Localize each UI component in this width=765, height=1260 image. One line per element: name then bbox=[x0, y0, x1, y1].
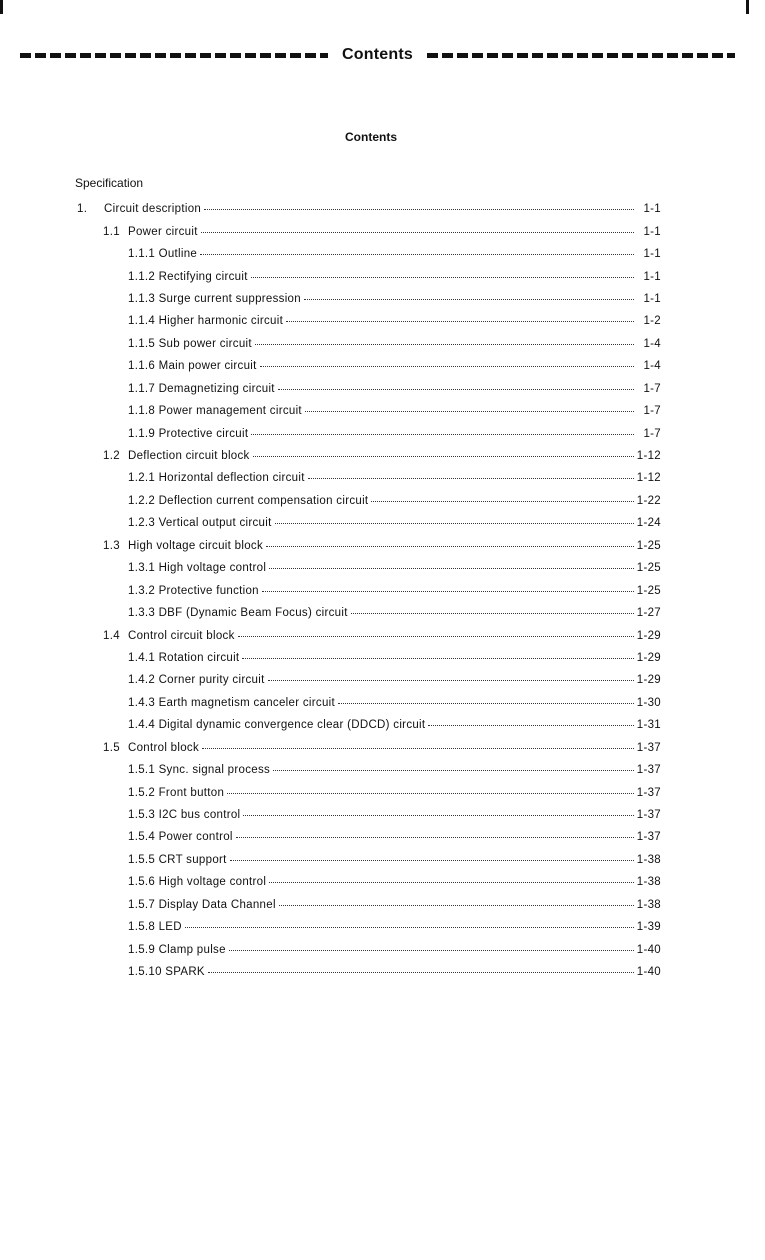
toc-entry bbox=[0, 310, 765, 332]
header-rule-left bbox=[20, 53, 328, 58]
toc-dot-leader bbox=[251, 426, 634, 435]
toc-entry-line bbox=[128, 944, 637, 956]
toc-entry-label: 1.3.3 DBF (Dynamic Beam Focus) circuit bbox=[128, 607, 348, 620]
toc-entry bbox=[0, 220, 765, 242]
toc-entry-line bbox=[128, 764, 637, 776]
toc-entry bbox=[0, 781, 765, 803]
toc-entry-page: 1-30 bbox=[636, 696, 661, 709]
toc-entry-page: 1-38 bbox=[636, 876, 661, 889]
toc-entry-line bbox=[128, 428, 637, 440]
toc-entry-line bbox=[128, 315, 637, 327]
toc-entry-label: 1.1.8 Power management circuit bbox=[128, 405, 302, 418]
toc-entry-line bbox=[128, 809, 637, 821]
toc-entry-page: 1-1 bbox=[643, 270, 661, 283]
toc-entry-label: 1.1.9 Protective circuit bbox=[128, 427, 249, 440]
toc-entry-page: 1-37 bbox=[636, 831, 661, 844]
toc-entry-page: 1-40 bbox=[636, 966, 661, 979]
toc-dot-leader bbox=[236, 829, 634, 838]
toc-entry-line bbox=[128, 338, 637, 350]
toc-dot-leader bbox=[201, 224, 634, 233]
toc-entry-line bbox=[128, 854, 637, 866]
toc-entry-page: 1-25 bbox=[636, 539, 661, 552]
toc-entry bbox=[0, 692, 765, 714]
running-header bbox=[20, 44, 735, 66]
toc-dot-leader bbox=[338, 695, 634, 704]
toc-entry-label: 1.1.6 Main power circuit bbox=[128, 360, 257, 373]
toc-entry-line bbox=[128, 360, 637, 372]
toc-entry-page: 1-38 bbox=[636, 898, 661, 911]
running-header-title: Contents bbox=[342, 46, 413, 63]
toc-dot-leader bbox=[371, 493, 634, 502]
toc-entry bbox=[0, 804, 765, 826]
toc-entry-page: 1-29 bbox=[636, 629, 661, 642]
toc-dot-leader bbox=[208, 964, 634, 973]
toc-entry-line bbox=[128, 226, 637, 238]
toc-entry-label: 1.1.5 Sub power circuit bbox=[128, 337, 252, 350]
toc-entry-label: 1.5.8 LED bbox=[128, 921, 182, 934]
toc-entry-line bbox=[128, 495, 637, 507]
toc-entry-label: 1.4.3 Earth magnetism canceler circuit bbox=[128, 696, 335, 709]
toc-entry-line bbox=[128, 293, 637, 305]
toc-dot-leader bbox=[242, 650, 634, 659]
toc-entry-line bbox=[128, 742, 637, 754]
toc-entry-label: Control block bbox=[128, 741, 200, 754]
toc-entry-line bbox=[128, 472, 637, 484]
toc-dot-leader bbox=[278, 381, 634, 390]
toc-entry-line bbox=[128, 585, 637, 597]
toc-entry bbox=[0, 378, 765, 400]
toc-entry-label: 1.5.4 Power control bbox=[128, 831, 233, 844]
header-rule-right bbox=[427, 53, 735, 58]
toc-entry-line bbox=[128, 405, 637, 417]
toc-entry-label: 1.5.9 Clamp pulse bbox=[128, 943, 226, 956]
toc-entry-label: 1.5.6 High voltage control bbox=[128, 876, 267, 889]
toc-entry bbox=[0, 961, 765, 983]
toc-dot-leader bbox=[269, 874, 634, 883]
toc-entry-line bbox=[128, 383, 637, 395]
specification-heading: Specification bbox=[75, 176, 144, 190]
toc-entry-label: 1.5.1 Sync. signal process bbox=[128, 764, 271, 777]
toc-entry bbox=[0, 467, 765, 489]
toc-entry-label: 1.5.5 CRT support bbox=[128, 853, 227, 866]
toc-entry-page: 1-24 bbox=[636, 517, 661, 530]
toc-entry bbox=[0, 669, 765, 691]
toc-entry-line bbox=[128, 899, 637, 911]
toc-entry-line bbox=[128, 248, 637, 260]
toc-entry bbox=[0, 647, 765, 669]
toc-dot-leader bbox=[251, 269, 634, 278]
toc-entry bbox=[0, 422, 765, 444]
toc-entry-label: 1.2.3 Vertical output circuit bbox=[128, 517, 272, 530]
toc-entry-page: 1-37 bbox=[636, 809, 661, 822]
toc-dot-leader bbox=[202, 740, 634, 749]
toc-entry-label: 1.1.4 Higher harmonic circuit bbox=[128, 315, 284, 328]
page-title: Contents bbox=[345, 130, 397, 144]
toc-dot-leader bbox=[305, 403, 634, 412]
toc-entry-line bbox=[128, 697, 637, 709]
toc-entry-label: 1.1.3 Surge current suppression bbox=[128, 292, 301, 305]
crop-mark-right bbox=[746, 0, 749, 14]
toc-dot-leader bbox=[286, 313, 634, 322]
toc-entry-label: 1.4.4 Digital dynamic convergence clear (DDCD) circuit bbox=[128, 719, 426, 732]
toc-entry-page: 1-37 bbox=[636, 741, 661, 754]
toc-dot-leader bbox=[227, 785, 634, 794]
toc-entry-number: 1.5 bbox=[103, 741, 120, 754]
toc-entry-line bbox=[128, 787, 637, 799]
toc-dot-leader bbox=[238, 628, 634, 637]
toc-entry bbox=[0, 355, 765, 377]
toc-entry bbox=[0, 512, 765, 534]
toc-entry-label: 1.4.1 Rotation circuit bbox=[128, 651, 240, 664]
toc-entry-line bbox=[128, 921, 637, 933]
toc-entry bbox=[0, 557, 765, 579]
toc-entry bbox=[0, 849, 765, 871]
toc-entry-page: 1-37 bbox=[636, 764, 661, 777]
toc-dot-leader bbox=[269, 560, 634, 569]
toc-entry bbox=[0, 198, 765, 220]
toc-entry-label: Control circuit block bbox=[128, 629, 235, 642]
toc-entry-line bbox=[128, 966, 637, 978]
toc-entry-line bbox=[128, 271, 637, 283]
toc-entry-label: 1.4.2 Corner purity circuit bbox=[128, 674, 265, 687]
table-of-contents bbox=[0, 198, 765, 983]
toc-entry-page: 1-39 bbox=[636, 921, 661, 934]
toc-entry-label: 1.2.1 Horizontal deflection circuit bbox=[128, 472, 305, 485]
toc-dot-leader bbox=[200, 246, 634, 255]
toc-entry-page: 1-31 bbox=[636, 719, 661, 732]
toc-entry bbox=[0, 265, 765, 287]
toc-entry-page: 1-29 bbox=[636, 674, 661, 687]
toc-entry bbox=[0, 759, 765, 781]
toc-entry-label: Circuit description bbox=[104, 203, 202, 216]
toc-entry-label: Deflection circuit block bbox=[128, 450, 250, 463]
toc-entry-page: 1-29 bbox=[636, 651, 661, 664]
toc-entry-page: 1-4 bbox=[643, 360, 661, 373]
toc-entry bbox=[0, 602, 765, 624]
toc-dot-leader bbox=[255, 336, 634, 345]
toc-entry bbox=[0, 938, 765, 960]
toc-entry-number: 1.3 bbox=[103, 539, 120, 552]
toc-entry bbox=[0, 624, 765, 646]
toc-entry-label: 1.1.2 Rectifying circuit bbox=[128, 270, 248, 283]
toc-entry-page: 1-40 bbox=[636, 943, 661, 956]
toc-entry bbox=[0, 871, 765, 893]
toc-entry-number: 1.4 bbox=[103, 629, 120, 642]
toc-entry-page: 1-1 bbox=[643, 292, 661, 305]
toc-entry-page: 1-1 bbox=[643, 225, 661, 238]
toc-dot-leader bbox=[275, 515, 634, 524]
toc-dot-leader bbox=[229, 942, 634, 951]
toc-entry-page: 1-12 bbox=[636, 472, 661, 485]
toc-entry-label: 1.5.7 Display Data Channel bbox=[128, 898, 276, 911]
toc-entry bbox=[0, 579, 765, 601]
toc-entry-label: 1.1.7 Demagnetizing circuit bbox=[128, 382, 275, 395]
toc-dot-leader bbox=[204, 201, 634, 210]
toc-entry-line bbox=[128, 831, 637, 843]
toc-entry-label: 1.3.1 High voltage control bbox=[128, 562, 267, 575]
toc-entry-page: 1-25 bbox=[636, 584, 661, 597]
toc-entry-label: 1.5.3 I2C bus control bbox=[128, 809, 241, 822]
toc-entry-line bbox=[128, 562, 637, 574]
toc-dot-leader bbox=[253, 448, 634, 457]
toc-dot-leader bbox=[351, 605, 634, 614]
toc-entry-label: 1.3.2 Protective function bbox=[128, 584, 259, 597]
toc-entry-label: High voltage circuit block bbox=[128, 539, 263, 552]
toc-entry bbox=[0, 826, 765, 848]
toc-entry bbox=[0, 894, 765, 916]
toc-entry bbox=[0, 737, 765, 759]
toc-entry-line bbox=[128, 719, 637, 731]
toc-entry-page: 1-25 bbox=[636, 562, 661, 575]
toc-dot-leader bbox=[266, 538, 634, 547]
toc-dot-leader bbox=[268, 672, 634, 681]
toc-entry-label: 1.1.1 Outline bbox=[128, 248, 198, 261]
toc-entry-page: 1-38 bbox=[636, 853, 661, 866]
toc-entry-number: 1.2 bbox=[103, 450, 120, 463]
toc-entry-page: 1-22 bbox=[636, 494, 661, 507]
toc-entry-line bbox=[128, 674, 637, 686]
toc-entry-page: 1-1 bbox=[643, 248, 661, 261]
toc-dot-leader bbox=[273, 762, 634, 771]
toc-entry bbox=[0, 445, 765, 467]
toc-dot-leader bbox=[185, 919, 634, 928]
toc-entry-line bbox=[128, 652, 637, 664]
toc-dot-leader bbox=[279, 897, 634, 906]
toc-entry-page: 1-12 bbox=[636, 450, 661, 463]
toc-entry-page: 1-2 bbox=[643, 315, 661, 328]
toc-dot-leader bbox=[308, 470, 634, 479]
toc-entry-label: Power circuit bbox=[128, 225, 198, 238]
toc-entry bbox=[0, 490, 765, 512]
toc-dot-leader bbox=[428, 717, 634, 726]
toc-entry-line bbox=[128, 540, 637, 552]
toc-dot-leader bbox=[230, 852, 634, 861]
toc-entry-page: 1-7 bbox=[643, 427, 661, 440]
toc-entry-page: 1-4 bbox=[643, 337, 661, 350]
toc-dot-leader bbox=[243, 807, 634, 816]
toc-entry-line bbox=[104, 203, 637, 215]
toc-entry-line bbox=[128, 450, 637, 462]
toc-entry-page: 1-1 bbox=[643, 203, 661, 216]
toc-entry bbox=[0, 535, 765, 557]
toc-entry-number: 1.1 bbox=[103, 225, 120, 238]
toc-entry-line bbox=[128, 607, 637, 619]
toc-dot-leader bbox=[262, 583, 634, 592]
toc-entry-line bbox=[128, 876, 637, 888]
toc-dot-leader bbox=[304, 291, 634, 300]
toc-entry-label: 1.5.10 SPARK bbox=[128, 966, 205, 979]
toc-entry-label: 1.2.2 Deflection current compensation circuit bbox=[128, 494, 369, 507]
toc-entry bbox=[0, 916, 765, 938]
toc-entry bbox=[0, 400, 765, 422]
toc-entry-number: 1. bbox=[77, 203, 88, 216]
toc-entry bbox=[0, 243, 765, 265]
toc-entry-page: 1-7 bbox=[643, 382, 661, 395]
toc-entry bbox=[0, 288, 765, 310]
toc-entry bbox=[0, 714, 765, 736]
toc-entry-page: 1-7 bbox=[643, 405, 661, 418]
toc-entry bbox=[0, 333, 765, 355]
toc-entry-line bbox=[128, 630, 637, 642]
crop-mark-left bbox=[0, 0, 3, 14]
toc-entry-page: 1-37 bbox=[636, 786, 661, 799]
toc-entry-page: 1-27 bbox=[636, 607, 661, 620]
toc-entry-label: 1.5.2 Front button bbox=[128, 786, 225, 799]
toc-entry-line bbox=[128, 517, 637, 529]
toc-dot-leader bbox=[260, 358, 634, 367]
